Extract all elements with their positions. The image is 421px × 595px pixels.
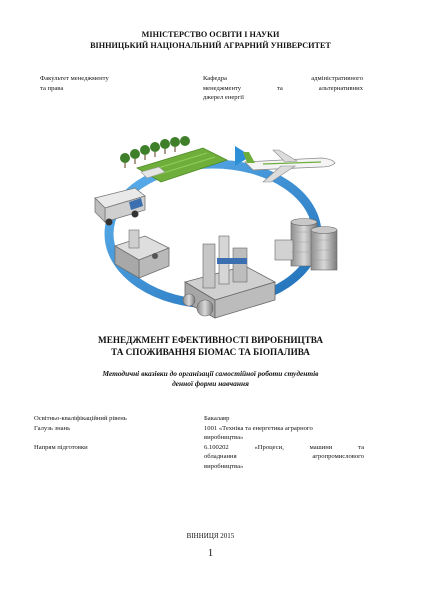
info-label: Галузь знань [34, 424, 71, 432]
info-row [34, 443, 364, 472]
ministry-heading: МІНІСТЕРСТВО ОСВІТИ І НАУКИ [141, 30, 280, 39]
info-value [204, 424, 364, 443]
city-year: ВІННИЦЯ 2015 [186, 532, 235, 540]
faculty-line-2: та права [40, 84, 64, 92]
truck-icon [95, 188, 145, 226]
info-value-line: 1001 «Техніка та енергетика аграрного [204, 424, 313, 432]
info-value [204, 414, 364, 424]
info-table [34, 414, 364, 472]
info-value-line: виробництва» [204, 434, 244, 442]
document-title-line-1: МЕНЕДЖМЕНТ ЕФЕКТИВНОСТІ ВИРОБНИЦТВА [98, 335, 323, 345]
info-label: Освітньо-кваліфікаційний рівень [34, 415, 127, 422]
storage-silos-icon [275, 219, 337, 271]
airplane-icon [243, 150, 335, 182]
info-row [34, 414, 364, 424]
info-value [204, 443, 364, 472]
document-subtitle-line-1: Методичні вказівки до організації самостійної роботи студентів [102, 369, 319, 378]
department-line-3: джерел енергії [203, 94, 244, 102]
page-number: 1 [207, 547, 214, 559]
biomass-cycle-illustration [85, 132, 345, 332]
faculty-block [40, 74, 170, 93]
department-block [203, 74, 363, 103]
department-line-1: Кафедра адміністративного [203, 75, 363, 82]
field-with-trees-icon [120, 136, 227, 182]
document-subtitle-line-2: денної форми навчання [172, 379, 249, 388]
biorefinery-plant-icon [183, 236, 275, 318]
info-row [34, 424, 364, 443]
info-label: Напрям підготовки [34, 443, 88, 451]
department-line-2: менеджменту та альтернативних [203, 84, 363, 92]
document-title-line-2: ТА СПОЖИВАННЯ БІОМАС ТА БІОПАЛИВА [111, 347, 310, 357]
info-value-line: Бакалавр [204, 415, 230, 422]
info-value-line: виробництва» [204, 462, 244, 470]
info-value-line: обладнання агропромислового [204, 453, 364, 461]
info-value-line: 6.100202 «Процеси, машини та [204, 443, 364, 451]
university-heading: ВІННИЦЬКИЙ НАЦІОНАЛЬНИЙ АГРАРНИЙ УНІВЕРСИТЕТ [90, 41, 331, 50]
faculty-line-1: Факультет менеджменту [40, 75, 109, 82]
